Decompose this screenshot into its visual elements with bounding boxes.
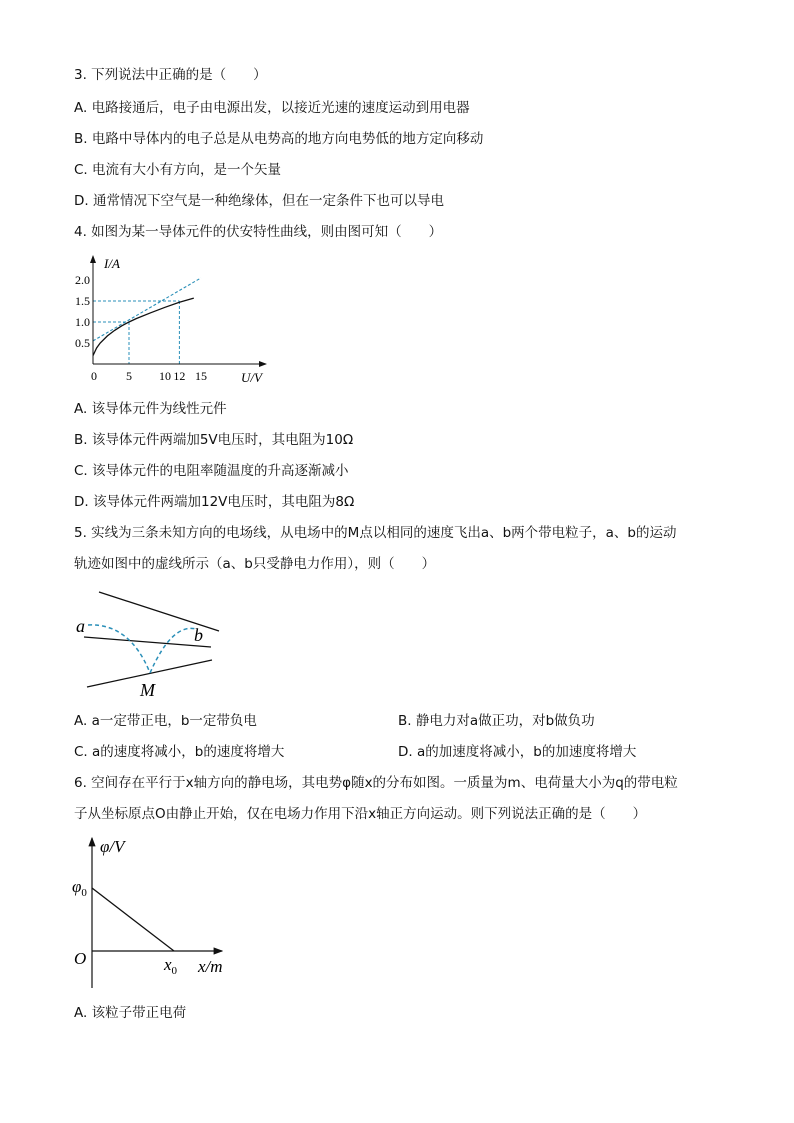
- q3-option-b: B. 电路中导体内的电子总是从电势高的地方向电势低的地方定向移动: [74, 131, 484, 147]
- q6-phi0-label: $\varphi_0$: [72, 877, 87, 899]
- q3-stem: 3. 下列说法中正确的是（ ）: [74, 67, 267, 83]
- q4-option-d: D. 该导体元件两端加12V电压时，其电阻为8Ω: [74, 494, 355, 510]
- q4-x-label: U/V: [241, 370, 262, 385]
- q4-option-c: C. 该导体元件的电阻率随温度的升高逐渐减小: [74, 463, 349, 479]
- q5-option-d: D. a的加速度将减小，b的加速度将增大: [398, 744, 637, 760]
- q5-option-c: C. a的速度将减小，b的速度将增大: [74, 744, 285, 760]
- q4-option-a: A. 该导体元件为线性元件: [74, 401, 227, 417]
- q6-potential-figure: [66, 832, 246, 992]
- q6-stem-line2: 子从坐标原点O由静止开始，仅在电场力作用下沿x轴正方向运动。则下列说法正确的是（ ）: [74, 806, 647, 822]
- q5-field-figure: [70, 585, 230, 700]
- q6-y-label: φ/V: [100, 837, 125, 856]
- q5-label-b: b: [194, 625, 203, 645]
- q4-y-tick-2: 1.5: [75, 294, 90, 308]
- q4-y-tick-0: 0.5: [75, 336, 90, 350]
- q4-x-tick-0: 0: [91, 369, 97, 383]
- q4-series-tangent: [93, 278, 201, 341]
- q6-option-a: A. 该粒子带正电荷: [74, 1005, 187, 1021]
- q3-option-d: D. 通常情况下空气是一种绝缘体，但在一定条件下也可以导电: [74, 193, 444, 209]
- q4-y-tick-3: 2.0: [75, 273, 90, 287]
- q5-trajectory-a: [88, 625, 150, 673]
- q4-option-b: B. 该导体元件两端加5V电压时，其电阻为10Ω: [74, 432, 354, 448]
- q5-label-m: M: [140, 680, 155, 700]
- q5-label-a: a: [76, 616, 85, 636]
- q5-stem-line2: 轨迹如图中的虚线所示（a、b只受静电力作用），则（ ）: [74, 556, 436, 572]
- q3-option-a: A. 电路接通后，电子由电源出发，以接近光速的速度运动到用电器: [74, 100, 470, 116]
- q4-iv-chart: [60, 250, 280, 390]
- q5-option-a: A. a一定带正电，b一定带负电: [74, 713, 257, 729]
- q4-x-tick-3: 12: [173, 369, 186, 383]
- q5-stem-line1: 5. 实线为三条未知方向的电场线，从电场中的M点以相同的速度飞出a、b两个带电粒子，a、b的运动: [74, 525, 677, 541]
- q3-option-c: C. 电流有大小有方向，是一个矢量: [74, 162, 282, 178]
- q4-stem: 4. 如图为某一导体元件的伏安特性曲线，则由图可知（ ）: [74, 224, 443, 240]
- q6-origin-label: O: [74, 949, 87, 968]
- q4-x-tick-2: 10: [159, 369, 171, 383]
- q4-series-curve: [93, 298, 194, 356]
- q6-potential-line: [92, 888, 174, 951]
- q6-x0-label: $x_0$: [164, 955, 178, 977]
- q5-field-line-middle: [84, 637, 211, 647]
- q5-trajectory-b: [150, 628, 196, 673]
- q4-x-tick-4: 15: [195, 369, 207, 383]
- q5-option-b: B. 静电力对a做正功，对b做负功: [398, 713, 595, 729]
- q6-x-label: x/m: [198, 957, 223, 976]
- q4-y-label: I/A: [104, 256, 120, 271]
- q6-stem-line1: 6. 空间存在平行于x轴方向的静电场，其电势φ随x的分布如图。一质量为m、电荷量大小为q的带电粒: [74, 775, 678, 791]
- q4-y-tick-1: 1.0: [75, 315, 90, 329]
- q4-x-tick-1: 5: [126, 369, 132, 383]
